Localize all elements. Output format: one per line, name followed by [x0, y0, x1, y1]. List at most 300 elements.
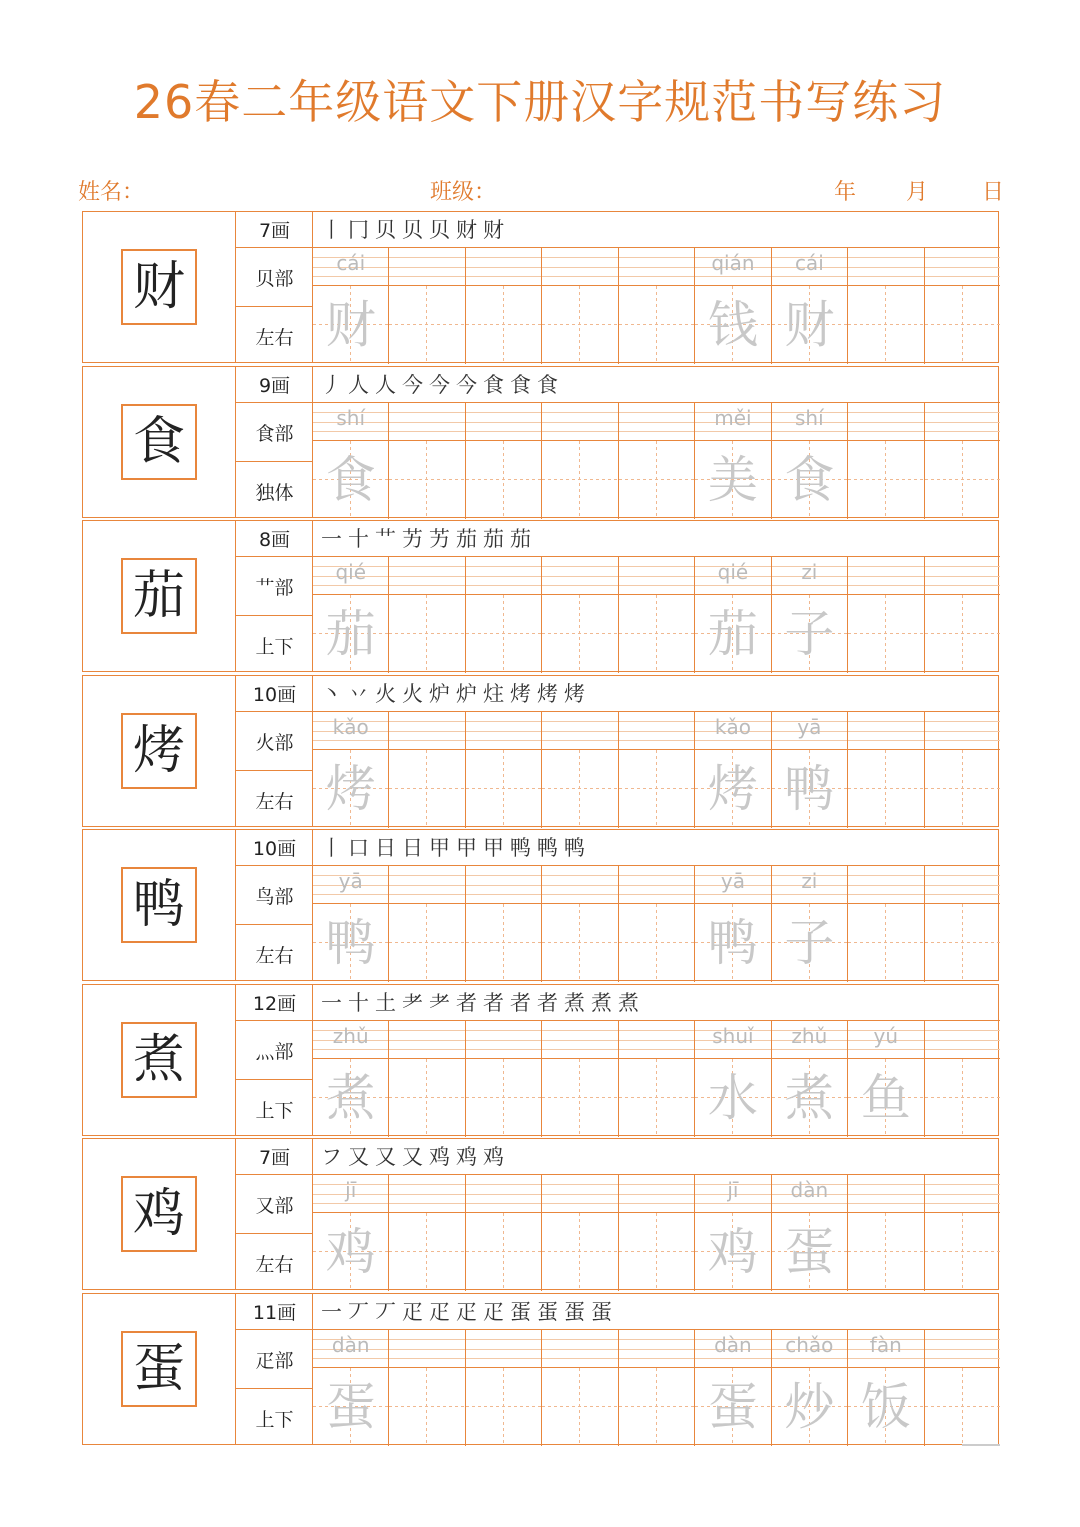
pinyin-box[interactable]	[772, 712, 847, 750]
practice-cell[interactable]	[619, 1330, 695, 1446]
pinyin-box[interactable]	[389, 866, 464, 904]
stroke-step: 疋	[483, 1299, 510, 1324]
pinyin-box[interactable]	[542, 1021, 617, 1059]
pinyin-box[interactable]	[542, 403, 617, 441]
trace-character: 烤	[325, 759, 376, 818]
pinyin-box[interactable]	[389, 712, 464, 750]
pinyin-box[interactable]	[848, 248, 923, 286]
writing-box[interactable]	[848, 904, 923, 982]
practice-cell[interactable]	[695, 403, 771, 519]
structure: 上下	[255, 1099, 294, 1122]
practice-cell[interactable]	[695, 248, 771, 364]
practice-cell[interactable]	[619, 403, 695, 519]
writing-box[interactable]	[389, 1368, 464, 1446]
stroke-step: 丨	[321, 836, 348, 860]
pinyin-box[interactable]	[925, 866, 1000, 904]
pinyin-text: kǎo	[714, 714, 751, 739]
practice-columns	[313, 248, 1000, 364]
pinyin-box[interactable]	[848, 866, 923, 904]
main-character-cell	[83, 830, 236, 980]
practice-cell[interactable]	[772, 712, 848, 828]
practice-cell[interactable]	[925, 866, 1000, 982]
pinyin-box[interactable]	[619, 1330, 694, 1368]
trace-character: 水	[707, 1068, 758, 1127]
writing-box[interactable]	[848, 750, 923, 828]
practice-cell[interactable]	[925, 248, 1000, 364]
writing-box[interactable]	[619, 1213, 694, 1291]
writing-box[interactable]	[925, 1213, 1000, 1291]
writing-box[interactable]	[466, 1368, 541, 1446]
practice-cell[interactable]	[772, 557, 848, 673]
writing-box[interactable]	[695, 286, 770, 364]
writing-box[interactable]	[619, 1368, 694, 1446]
pinyin-box[interactable]	[619, 403, 694, 441]
writing-box[interactable]	[848, 595, 923, 673]
main-character: 蛋	[121, 1331, 197, 1407]
writing-box[interactable]	[619, 1059, 694, 1137]
practice-sheet	[82, 211, 999, 1447]
stroke-step: 疋	[456, 1299, 483, 1324]
pinyin-box[interactable]	[772, 1021, 847, 1059]
writing-box[interactable]	[619, 595, 694, 673]
stroke-step: 口	[348, 836, 375, 860]
practice-grid	[313, 985, 1000, 1135]
practice-cell[interactable]	[542, 1330, 618, 1446]
pinyin-box[interactable]	[313, 557, 388, 595]
writing-box[interactable]	[925, 1059, 1000, 1137]
practice-cell[interactable]	[848, 248, 924, 364]
pinyin-box[interactable]	[848, 557, 923, 595]
stroke-step: 蛋	[564, 1299, 591, 1324]
pinyin-box[interactable]	[542, 248, 617, 286]
practice-cell[interactable]	[695, 557, 771, 673]
pinyin-box[interactable]	[466, 557, 541, 595]
main-character: 食	[121, 404, 197, 480]
stroke-step: 茄	[483, 527, 510, 551]
radical: 鸟部	[236, 866, 313, 925]
writing-box[interactable]	[695, 904, 770, 982]
trace-character: 煮	[325, 1068, 376, 1127]
writing-box[interactable]	[542, 1059, 617, 1137]
writing-box[interactable]	[925, 286, 1000, 364]
practice-cell[interactable]	[466, 712, 542, 828]
writing-box[interactable]	[389, 904, 464, 982]
main-character-cell	[83, 676, 236, 826]
pinyin-box[interactable]	[466, 1021, 541, 1059]
stroke-count: 9画	[236, 367, 313, 403]
stroke-step: 鸭	[564, 836, 591, 860]
pinyin-box[interactable]	[389, 1021, 464, 1059]
practice-cell[interactable]	[772, 403, 848, 519]
main-character: 鸡	[121, 1176, 197, 1252]
practice-cell[interactable]	[466, 1175, 542, 1291]
writing-box[interactable]	[772, 750, 847, 828]
stroke-step: 一	[321, 990, 348, 1015]
radical: 又部	[236, 1175, 313, 1234]
trace-character: 蛋	[784, 1223, 835, 1281]
radical: 食部	[236, 403, 313, 462]
pinyin-box[interactable]	[466, 248, 541, 286]
stroke-order	[313, 212, 1000, 248]
practice-cell[interactable]	[925, 1175, 1000, 1291]
stroke-step: 财	[483, 218, 510, 242]
practice-cell[interactable]	[925, 712, 1000, 828]
pinyin-box[interactable]	[772, 248, 847, 286]
pinyin-box[interactable]	[925, 557, 1000, 595]
writing-box[interactable]	[542, 1368, 617, 1446]
character-block	[82, 829, 999, 981]
pinyin-box[interactable]	[466, 712, 541, 750]
stroke-step: 鸭	[537, 836, 564, 860]
writing-box[interactable]	[848, 286, 923, 364]
stroke-step: 冂	[348, 218, 375, 242]
character-info	[236, 1139, 313, 1289]
pinyin-text: shí	[336, 405, 366, 430]
page-title: 26春二年级语文下册汉字规范书写练习	[133, 75, 947, 129]
writing-box[interactable]	[389, 1059, 464, 1137]
writing-box[interactable]	[542, 750, 617, 828]
day-label: 日	[982, 180, 1005, 205]
stroke-step: 人	[348, 372, 375, 397]
pinyin-box[interactable]	[695, 712, 770, 750]
character-block	[82, 211, 999, 363]
writing-box[interactable]	[925, 750, 1000, 828]
writing-box[interactable]	[695, 750, 770, 828]
pinyin-box[interactable]	[389, 1175, 464, 1213]
pinyin-box[interactable]	[389, 403, 464, 441]
writing-box[interactable]	[542, 1213, 617, 1291]
stroke-step: 炉	[429, 681, 456, 706]
pinyin-box[interactable]	[466, 1330, 541, 1368]
practice-cell[interactable]	[313, 1175, 389, 1291]
writing-box[interactable]	[466, 904, 541, 982]
pinyin-box[interactable]	[619, 248, 694, 286]
writing-box[interactable]	[313, 286, 388, 364]
pinyin-box[interactable]	[389, 248, 464, 286]
writing-box[interactable]	[542, 904, 617, 982]
writing-box[interactable]	[313, 1059, 388, 1137]
writing-box[interactable]	[313, 595, 388, 673]
pinyin-box[interactable]	[925, 403, 1000, 441]
pinyin-box[interactable]	[313, 1175, 388, 1213]
writing-box[interactable]	[772, 904, 847, 982]
practice-cell[interactable]	[389, 248, 465, 364]
practice-cell[interactable]	[466, 403, 542, 519]
practice-cell[interactable]	[389, 1021, 465, 1137]
pinyin-box[interactable]	[925, 1021, 1000, 1059]
stroke-step: 鸡	[456, 1145, 483, 1169]
stroke-step: 茄	[456, 527, 483, 551]
writing-box[interactable]	[619, 286, 694, 364]
practice-cell[interactable]	[542, 403, 618, 519]
stroke-step: 贝	[402, 218, 429, 242]
practice-cell[interactable]	[925, 1330, 1000, 1446]
practice-cell[interactable]	[695, 1175, 771, 1291]
pinyin-box[interactable]	[313, 1021, 388, 1059]
pinyin-box[interactable]	[772, 1175, 847, 1213]
practice-cell[interactable]	[389, 1330, 465, 1446]
main-character: 煮	[121, 1022, 197, 1098]
practice-cell[interactable]	[542, 557, 618, 673]
practice-cell[interactable]	[389, 403, 465, 519]
writing-box[interactable]	[466, 286, 541, 364]
writing-box[interactable]	[313, 750, 388, 828]
main-character: 茄	[121, 558, 197, 634]
stroke-step: 煮	[618, 990, 645, 1015]
writing-box[interactable]	[772, 1368, 847, 1446]
stroke-step: 一	[321, 1299, 348, 1324]
writing-box[interactable]	[313, 1368, 388, 1446]
pinyin-text: cái	[336, 251, 366, 275]
practice-cell[interactable]	[466, 1021, 542, 1137]
writing-box[interactable]	[619, 904, 694, 982]
pinyin-text: yā	[797, 714, 822, 739]
writing-box[interactable]	[695, 595, 770, 673]
practice-cell[interactable]	[313, 1330, 389, 1446]
writing-box[interactable]	[695, 1059, 770, 1137]
pinyin-box[interactable]	[542, 1175, 617, 1213]
writing-box[interactable]	[925, 595, 1000, 673]
practice-cell[interactable]	[542, 866, 618, 982]
practice-cell[interactable]	[695, 712, 771, 828]
pinyin-box[interactable]	[695, 248, 770, 286]
practice-cell[interactable]	[848, 1330, 924, 1446]
practice-cell[interactable]	[313, 712, 389, 828]
practice-cell[interactable]	[695, 1021, 771, 1137]
writing-box[interactable]	[466, 441, 541, 519]
writing-box[interactable]	[772, 595, 847, 673]
year-label: 年	[834, 180, 857, 205]
pinyin-box[interactable]	[542, 866, 617, 904]
writing-box[interactable]	[772, 1059, 847, 1137]
practice-cell[interactable]	[619, 248, 695, 364]
writing-box[interactable]	[619, 750, 694, 828]
practice-cell[interactable]	[313, 1021, 389, 1137]
stroke-count: 12画	[236, 985, 313, 1021]
writing-box[interactable]	[389, 1213, 464, 1291]
pinyin-box[interactable]	[313, 248, 388, 286]
practice-cell[interactable]	[619, 712, 695, 828]
stroke-step: 鸡	[483, 1145, 510, 1169]
practice-cell[interactable]	[619, 557, 695, 673]
pinyin-box[interactable]	[542, 557, 617, 595]
practice-cell[interactable]	[389, 866, 465, 982]
writing-box[interactable]	[389, 286, 464, 364]
stroke-step: 蛋	[591, 1299, 618, 1324]
pinyin-box[interactable]	[695, 1330, 770, 1368]
practice-cell[interactable]	[925, 403, 1000, 519]
pinyin-box[interactable]	[619, 557, 694, 595]
writing-box[interactable]	[389, 595, 464, 673]
writing-box[interactable]	[313, 441, 388, 519]
practice-cell[interactable]	[313, 248, 389, 364]
practice-cell[interactable]	[848, 712, 924, 828]
pinyin-box[interactable]	[772, 403, 847, 441]
writing-box[interactable]	[542, 441, 617, 519]
practice-cell[interactable]	[925, 557, 1000, 673]
practice-cell[interactable]	[466, 557, 542, 673]
practice-cell[interactable]	[389, 1175, 465, 1291]
writing-box[interactable]	[772, 441, 847, 519]
pinyin-box[interactable]	[925, 1330, 1000, 1368]
pinyin-box[interactable]	[772, 557, 847, 595]
writing-box[interactable]	[542, 286, 617, 364]
stroke-step: 鸡	[429, 1145, 456, 1169]
practice-cell[interactable]	[389, 712, 465, 828]
writing-box[interactable]	[848, 441, 923, 519]
pinyin-box[interactable]	[542, 712, 617, 750]
pinyin-box[interactable]	[542, 1330, 617, 1368]
character-info	[236, 676, 313, 826]
practice-cell[interactable]	[772, 1330, 848, 1446]
writing-box[interactable]	[466, 1059, 541, 1137]
stroke-step: 甲	[429, 836, 456, 860]
pinyin-box[interactable]	[313, 403, 388, 441]
practice-cell[interactable]	[313, 866, 389, 982]
trace-character: 鸭	[784, 759, 835, 818]
stroke-step: 炷	[483, 681, 510, 706]
practice-cell[interactable]	[542, 1021, 618, 1137]
stroke-order	[313, 1294, 1000, 1330]
pinyin-box[interactable]	[848, 403, 923, 441]
writing-box[interactable]	[466, 595, 541, 673]
writing-box[interactable]	[619, 441, 694, 519]
practice-cell[interactable]	[772, 1175, 848, 1291]
pinyin-box[interactable]	[313, 712, 388, 750]
trace-character: 美	[707, 450, 758, 509]
stroke-step: 日	[402, 836, 429, 860]
pinyin-box[interactable]	[848, 1021, 923, 1059]
writing-box[interactable]	[695, 1368, 770, 1446]
practice-cell[interactable]	[772, 248, 848, 364]
practice-cell[interactable]	[772, 1021, 848, 1137]
practice-cell[interactable]	[389, 557, 465, 673]
writing-box[interactable]	[695, 441, 770, 519]
pinyin-box[interactable]	[695, 1021, 770, 1059]
stroke-step: 今	[402, 372, 429, 397]
practice-cell[interactable]	[772, 866, 848, 982]
structure: 上下	[255, 1408, 294, 1431]
practice-cell[interactable]	[848, 1021, 924, 1137]
practice-cell[interactable]	[466, 248, 542, 364]
writing-box[interactable]	[925, 441, 1000, 519]
practice-cell[interactable]	[619, 1021, 695, 1137]
stroke-step: 者	[483, 990, 510, 1015]
pinyin-box[interactable]	[925, 712, 1000, 750]
writing-box[interactable]	[389, 750, 464, 828]
writing-box[interactable]	[466, 1213, 541, 1291]
practice-cell[interactable]	[542, 248, 618, 364]
pinyin-box[interactable]	[695, 557, 770, 595]
writing-box[interactable]	[848, 1059, 923, 1137]
stroke-step: 蛋	[537, 1299, 564, 1324]
trace-character: 食	[325, 450, 376, 509]
pinyin-box[interactable]	[848, 1330, 923, 1368]
practice-cell[interactable]	[313, 403, 389, 519]
practice-cell[interactable]	[848, 1175, 924, 1291]
writing-box[interactable]	[389, 441, 464, 519]
practice-cell[interactable]	[619, 866, 695, 982]
practice-cell[interactable]	[848, 403, 924, 519]
practice-cell[interactable]	[466, 866, 542, 982]
practice-cell[interactable]	[466, 1330, 542, 1446]
stroke-count: 8画	[236, 521, 313, 557]
practice-cell[interactable]	[848, 557, 924, 673]
writing-box[interactable]	[925, 1368, 1000, 1446]
stroke-step: 耂	[402, 990, 429, 1015]
writing-box[interactable]	[925, 904, 1000, 982]
pinyin-box[interactable]	[695, 866, 770, 904]
practice-cell[interactable]	[695, 866, 771, 982]
stroke-step: 人	[375, 372, 402, 397]
stroke-order	[313, 1139, 1000, 1175]
practice-cell[interactable]	[695, 1330, 771, 1446]
pinyin-box[interactable]	[313, 1330, 388, 1368]
practice-cell[interactable]	[848, 866, 924, 982]
trace-character: 炒	[784, 1377, 835, 1436]
writing-box[interactable]	[313, 1213, 388, 1291]
practice-cell[interactable]	[542, 1175, 618, 1291]
pinyin-box[interactable]	[389, 557, 464, 595]
practice-columns	[313, 1021, 1000, 1137]
pinyin-box[interactable]	[466, 403, 541, 441]
pinyin-box[interactable]	[772, 866, 847, 904]
pinyin-box[interactable]	[619, 1021, 694, 1059]
main-character: 鸭	[121, 867, 197, 943]
pinyin-text: dàn	[331, 1332, 370, 1357]
character-block	[82, 366, 999, 518]
pinyin-box[interactable]	[313, 866, 388, 904]
pinyin-box[interactable]	[466, 1175, 541, 1213]
pinyin-box[interactable]	[466, 866, 541, 904]
pinyin-box[interactable]	[389, 1330, 464, 1368]
pinyin-text: jī	[345, 1178, 357, 1202]
pinyin-box[interactable]	[695, 1175, 770, 1213]
pinyin-box[interactable]	[695, 403, 770, 441]
writing-box[interactable]	[848, 1213, 923, 1291]
practice-cell[interactable]	[925, 1021, 1000, 1137]
stroke-step: 贝	[375, 218, 402, 242]
main-character-cell	[83, 212, 236, 362]
stroke-step: 疋	[429, 1299, 456, 1324]
radical: 疋部	[236, 1330, 313, 1389]
writing-box[interactable]	[772, 1213, 847, 1291]
structure: 左右	[255, 945, 294, 967]
pinyin-text: měi	[714, 405, 752, 430]
pinyin-box[interactable]	[848, 1175, 923, 1213]
writing-box[interactable]	[848, 1368, 923, 1446]
stroke-step: 十	[348, 990, 375, 1015]
practice-grid	[313, 1139, 1000, 1289]
writing-box[interactable]	[542, 595, 617, 673]
pinyin-box[interactable]	[619, 1175, 694, 1213]
practice-cell[interactable]	[542, 712, 618, 828]
pinyin-box[interactable]	[619, 712, 694, 750]
pinyin-box[interactable]	[848, 712, 923, 750]
writing-box[interactable]	[466, 750, 541, 828]
writing-box[interactable]	[695, 1213, 770, 1291]
practice-cell[interactable]	[619, 1175, 695, 1291]
stroke-step: 丆	[375, 1299, 402, 1324]
pinyin-box[interactable]	[772, 1330, 847, 1368]
writing-box[interactable]	[313, 904, 388, 982]
pinyin-box[interactable]	[925, 248, 1000, 286]
practice-cell[interactable]	[313, 557, 389, 673]
stroke-step: 食	[537, 372, 564, 397]
pinyin-box[interactable]	[619, 866, 694, 904]
writing-box[interactable]	[772, 286, 847, 364]
pinyin-box[interactable]	[925, 1175, 1000, 1213]
